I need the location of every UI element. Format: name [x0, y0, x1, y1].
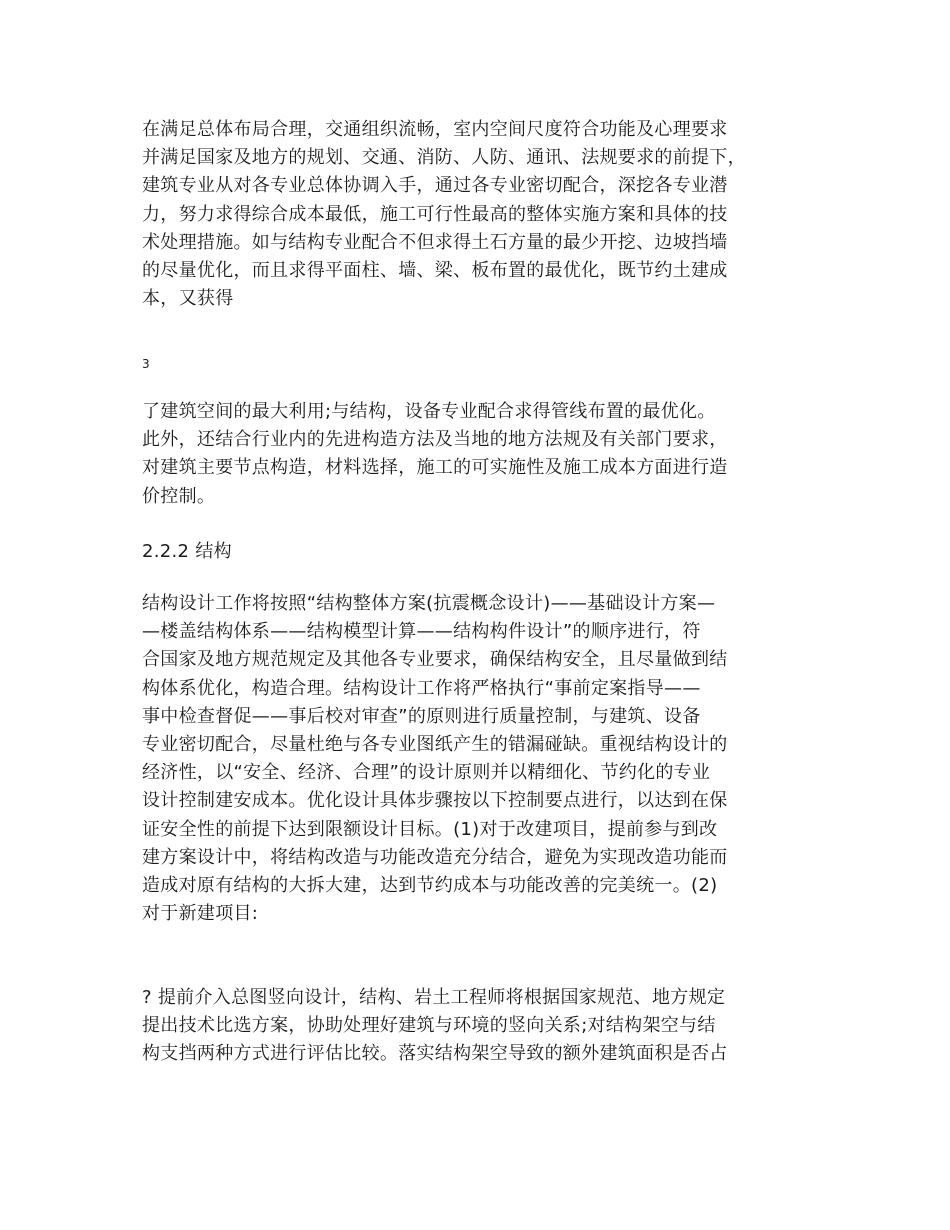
text-line: 造成对原有结构的大拆大建，达到节约成本与功能改善的完美统一。(2) — [142, 875, 718, 897]
section-heading-structure: 2.2.2 结构 — [142, 541, 232, 562]
text-line: 并满足国家及地方的规划、交通、消防、人防、通讯、法规要求的前提下， — [142, 147, 746, 169]
text-line: 对建筑主要节点构造，材料选择，施工的可实施性及施工成本方面进行造 — [142, 457, 728, 479]
text-line: 对于新建项目: — [142, 903, 259, 925]
text-line: 在满足总体布局合理，交通组织流畅，室内空间尺度符合功能及心理要求 — [142, 119, 728, 140]
text-line: 力，努力求得综合成本最低，施工可行性最高的整体实施方案和具体的技 — [142, 203, 728, 225]
text-line: 合国家及地方规范规定及其他各专业要求，确保结构安全，且尽量做到结 — [142, 649, 728, 671]
paragraph-new-project-bullet — [142, 984, 728, 1069]
text-line: 价控制。 — [142, 485, 216, 507]
text-line: 本，又获得 — [142, 288, 234, 310]
text-line: 的尽量优化，而且求得平面柱、墙、梁、板布置的最优化，既节约土建成 — [142, 260, 728, 282]
text-line: 术处理措施。如与结构专业配合不但求得土石方量的最少开挖、边坡挡墙 — [142, 231, 728, 253]
text-line: —楼盖结构体系——结构模型计算——结构构件设计”的顺序进行，符 — [142, 621, 701, 643]
text-line: 构体系优化，构造合理。结构设计工作将严格执行“事前定案指导—— — [142, 677, 701, 699]
text-line: ? 提前介入总图竖向设计，结构、岩土工程师将根据国家规范、地方规定 — [142, 987, 726, 1008]
paragraph-space-utilization — [142, 398, 728, 511]
text-line: 专业密切配合，尽量杜绝与各专业图纸产生的错漏碰缺。重视结构设计的 — [142, 734, 728, 756]
text-line: 设计控制建安成本。优化设计具体步骤按以下控制要点进行，以达到在保 — [142, 790, 728, 812]
text-line: 建筑专业从对各专业总体协调入手，通过各专业密切配合，深挖各专业潜 — [142, 175, 728, 197]
text-line: 事中检查督促——事后校对审查”的原则进行质量控制，与建筑、设备 — [142, 705, 701, 727]
page-number: 3 — [142, 357, 150, 371]
text-line: 证安全性的前提下达到限额设计目标。(1)对于改建项目，提前参与到改 — [142, 818, 718, 840]
text-line: 了建筑空间的最大利用;与结构，设备专业配合求得管线布置的最优化。 — [142, 401, 716, 422]
text-line: 此外，还结合行业内的先进构造方法及当地的地方法规及有关部门要求， — [142, 429, 728, 451]
paragraph-architecture-cost — [142, 116, 746, 313]
text-line: 构支挡两种方式进行评估比较。落实结构架空导致的额外建筑面积是否占 — [142, 1043, 728, 1065]
text-line: 建方案设计中，将结构改造与功能改造充分结合，避免为实现改造功能而 — [142, 846, 728, 868]
text-line: 结构设计工作将按照“结构整体方案(抗震概念设计)——基础设计方案— — [142, 593, 716, 614]
text-line: 提出技术比选方案，协助处理好建筑与环境的竖向关系;对结构架空与结 — [142, 1015, 716, 1037]
text-line: 经济性，以“安全、经济、合理”的设计原则并以精细化、节约化的专业 — [142, 762, 711, 784]
paragraph-structural-design — [142, 590, 728, 928]
